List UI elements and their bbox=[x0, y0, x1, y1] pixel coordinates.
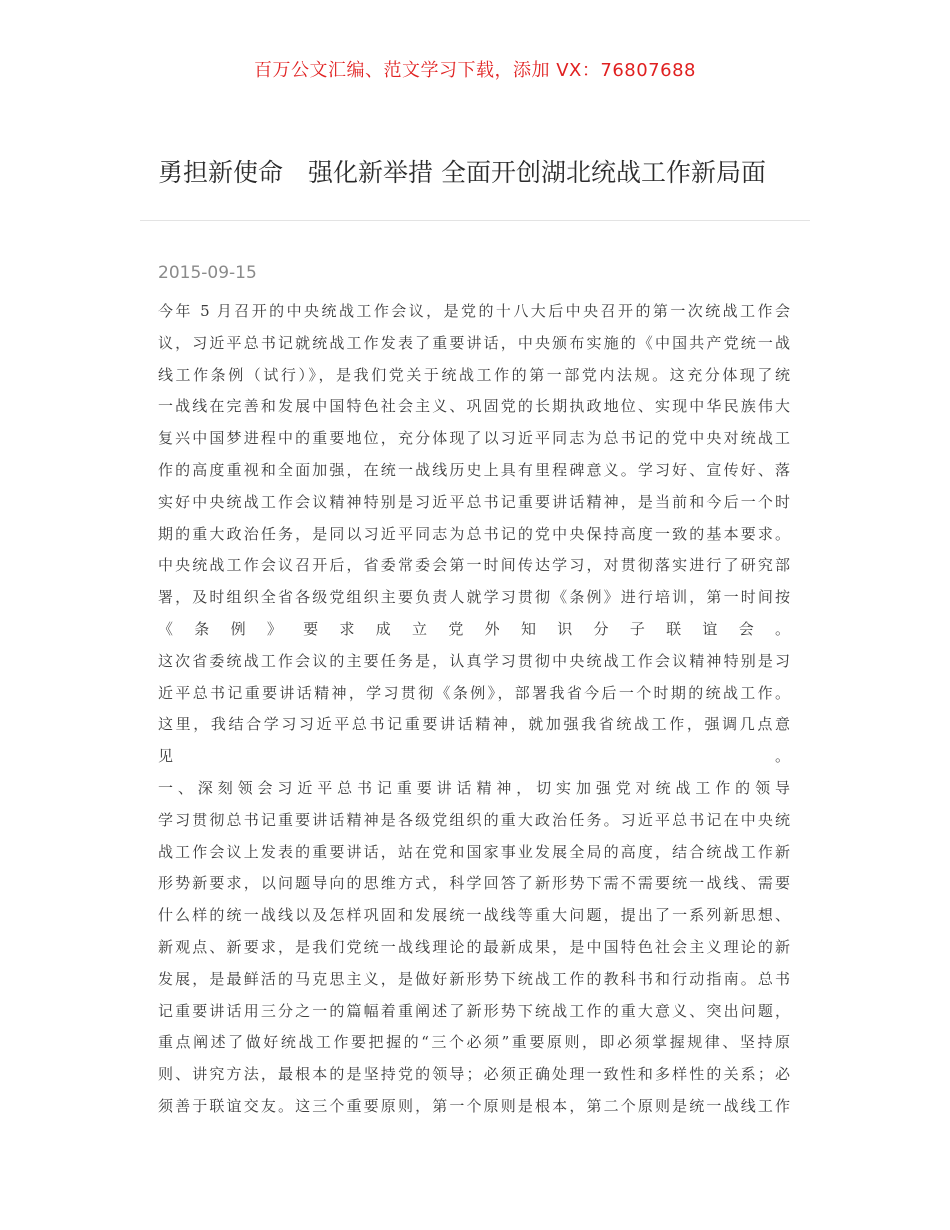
body-line: 《 条 例 》 要 求 成 立 党 外 知 识 分 子 联 谊 会 。 bbox=[158, 619, 790, 638]
body-line: 实好中央统战工作会议精神特别是习近平总书记重要讲话精神，是当前和今后一个时 bbox=[158, 492, 790, 511]
title-divider bbox=[140, 220, 810, 221]
section-heading: 一、深刻领会习近平总书记重要讲话精神，切实加强党对统战工作的领导 bbox=[158, 778, 790, 797]
body-line: 记重要讲话用三分之一的篇幅着重阐述了新形势下统战工作的重大意义、突出问题， bbox=[158, 1001, 790, 1020]
promo-banner: 百万公文汇编、范文学习下载，添加 VX：76807688 bbox=[254, 60, 696, 81]
body-line: 中央统战工作会议召开后，省委常委会第一时间传达学习，对贯彻落实进行了研究部 bbox=[158, 556, 790, 575]
body-line: 形势新要求，以问题导向的思维方式，科学回答了新形势下需不需要统一战线、需要 bbox=[158, 874, 790, 893]
body-line: 见 。 bbox=[158, 747, 790, 766]
body-line: 学习贯彻总书记重要讲话精神是各级党组织的重大政治任务。习近平总书记在中央统 bbox=[158, 810, 790, 829]
body-line: 作的高度重视和全面加强，在统一战线历史上具有里程碑意义。学习好、宣传好、落 bbox=[158, 460, 790, 479]
body-line: 重点阐述了做好统战工作要把握的“三个必须”重要原则，即必须掌握规律、坚持原 bbox=[158, 1033, 790, 1052]
body-line: 战工作会议上发表的重要讲话，站在党和国家事业发展全局的高度，结合统战工作新 bbox=[158, 842, 790, 861]
body-line: 近平总书记重要讲话精神，学习贯彻《条例》，部署我省今后一个时期的统战工作。 bbox=[158, 683, 790, 702]
body-line: 新观点、新要求，是我们党统一战线理论的最新成果，是中国特色社会主义理论的新 bbox=[158, 937, 790, 956]
body-line: 则、讲究方法，最根本的是坚持党的领导；必须正确处理一致性和多样性的关系；必 bbox=[158, 1065, 790, 1084]
body-line: 今年 5 月召开的中央统战工作会议，是党的十八大后中央召开的第一次统战工作会 bbox=[158, 302, 790, 320]
article-body bbox=[158, 296, 790, 1123]
body-line: 这次省委统战工作会议的主要任务是，认真学习贯彻中央统战工作会议精神特别是习 bbox=[158, 651, 790, 670]
body-line: 须善于联谊交友。这三个重要原则，第一个原则是根本，第二个原则是统一战线工作 bbox=[158, 1096, 790, 1115]
body-line: 线工作条例（试行）》，是我们党关于统战工作的第一部党内法规。这充分体现了统 bbox=[158, 365, 790, 384]
body-line: 议，习近平总书记就统战工作发表了重要讲话，中央颁布实施的《中国共产党统一战 bbox=[158, 333, 790, 352]
body-line: 这里，我结合学习习近平总书记重要讲话精神，就加强我省统战工作，强调几点意 bbox=[158, 715, 790, 734]
body-line: 署，及时组织全省各级党组织主要负责人就学习贯彻《条例》进行培训，第一时间按 bbox=[158, 588, 790, 607]
body-line: 发展，是最鲜活的马克思主义，是做好新形势下统战工作的教科书和行动指南。总书 bbox=[158, 969, 790, 988]
article-title: 勇担新使命 强化新举措 全面开创湖北统战工作新局面 bbox=[158, 157, 766, 187]
publish-date: 2015-09-15 bbox=[158, 263, 257, 283]
body-line: 一战线在完善和发展中国特色社会主义、巩固党的长期执政地位、实现中华民族伟大 bbox=[158, 397, 790, 416]
body-line: 复兴中国梦进程中的重要地位，充分体现了以习近平同志为总书记的党中央对统战工 bbox=[158, 429, 790, 448]
body-line: 什么样的统一战线以及怎样巩固和发展统一战线等重大问题，提出了一系列新思想、 bbox=[158, 906, 790, 925]
body-line: 期的重大政治任务，是同以习近平同志为总书记的党中央保持高度一致的基本要求。 bbox=[158, 524, 790, 543]
